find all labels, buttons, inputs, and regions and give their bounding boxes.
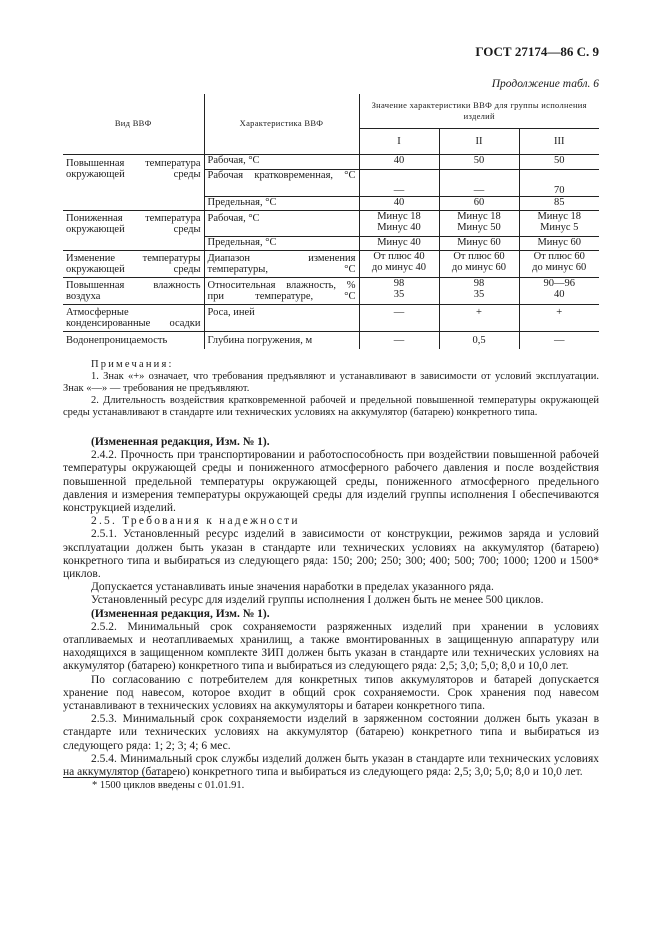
- row-factor: [63, 304, 204, 331]
- value-line: Минус 40: [377, 221, 421, 233]
- paragraph-2-4-2: 2.4.2. Прочность при транспортировании и работоспособность при воздействии повышенной рабочей температуры окружающей среды и пониженного атмосферного рабочего давления и после воздействия повышенной предельной температуры окружающей среды, пониженного атмосферного предельного давления и измерения температуры окружающей среды для изделий группы исполнения I обеспечиваются конструкцией изделий.: [63, 449, 599, 515]
- value-line: Минус 18: [377, 210, 421, 222]
- cell-value: —: [439, 169, 519, 196]
- page-header: ГОСТ 27174—86 С. 9: [475, 44, 599, 59]
- table-notes: [63, 359, 599, 419]
- amendment-note: (Измененная редакция, Изм. № 1).: [91, 607, 270, 620]
- value-line: 35: [393, 288, 405, 300]
- factor-text: Изменение температуры окружающей среды: [66, 252, 201, 275]
- row-characteristic: [204, 277, 359, 304]
- note-1: 1. Знак «+» означает, что требования предъявляют и устанавливают в зависимости от условий эксплуатации. Знак «—» — требования не предъявляют.: [63, 371, 599, 394]
- paragraph-2-5-1-c: Установленный ресурс для изделий группы исполнения I должен быть не менее 500 циклов.: [91, 594, 544, 607]
- value-line: Минус 18: [457, 210, 501, 222]
- cell-value: [439, 250, 519, 277]
- cell-value: —: [359, 169, 439, 196]
- cell-value: 0,5: [439, 331, 519, 349]
- characteristic-text: Относительная влажность, % при температуре, °С: [207, 279, 356, 302]
- row-characteristic: Рабочая, °С: [204, 154, 359, 169]
- row-factor: [63, 277, 204, 304]
- value-line: до минус 60: [532, 261, 587, 273]
- value-line: От плюс 60: [453, 250, 505, 262]
- characteristic-text: Диапазон изменения температуры, °С: [207, 252, 356, 275]
- cell-value: [359, 210, 439, 236]
- cell-value: [519, 277, 599, 304]
- footnote-divider: [63, 777, 173, 778]
- row-factor: [63, 250, 204, 277]
- cell-value: Минус 60: [519, 236, 599, 250]
- row-factor: Водонепроницаемость: [66, 334, 168, 346]
- paragraph-2-5-2-b: По согласованию с потребителем для конкретных типов аккумуляторов и батарей допускается хранение под навесом, которое входит в общий срок сохраняемости. Срок хранения под навесом устанавливают в технических условиях на аккумуляторы и батареи конкретного типа.: [63, 673, 599, 713]
- document-body: [63, 436, 599, 779]
- cell-value: 70: [519, 169, 599, 196]
- value-line: 40: [554, 288, 565, 300]
- cell-value: 40: [359, 154, 439, 169]
- cell-value: [359, 277, 439, 304]
- cell-value: [519, 250, 599, 277]
- cell-value: 40: [359, 196, 439, 210]
- characteristic-text: Рабочая кратковременная, °С: [207, 169, 356, 181]
- row-factor: [63, 154, 204, 210]
- cell-value: Минус 40: [359, 236, 439, 250]
- note-2: 2. Длительность воздействия кратковременной рабочей и предельной повышенной температуры окружающей среды устанавливают в стандарте или технических условиях на аккумулятор (батарею) конкретного типа.: [63, 395, 599, 418]
- cell-value: [519, 210, 599, 236]
- value-line: От плюс 40: [373, 250, 425, 262]
- row-characteristic: [204, 250, 359, 277]
- cell-value: 50: [439, 154, 519, 169]
- value-line: 35: [473, 288, 485, 300]
- cell-value: 60: [439, 196, 519, 210]
- row-characteristic: Предельная, °С: [204, 236, 359, 250]
- col-header-factor: Вид ВВФ: [63, 94, 204, 154]
- col-header-group: III: [519, 128, 599, 154]
- amendment-note: (Измененная редакция, Изм. № 1).: [91, 436, 270, 448]
- cell-value: 50: [519, 154, 599, 169]
- cell-value: —: [359, 331, 439, 349]
- value-line: 98: [393, 277, 405, 289]
- value-line: до минус 40: [371, 261, 427, 273]
- cell-value: +: [439, 304, 519, 331]
- section-heading-2-5: 2.5. Требования к надежности: [91, 515, 300, 528]
- factor-text: Повышенная температура окружающей среды: [66, 157, 201, 180]
- paragraph-2-5-2: 2.5.2. Минимальный срок сохраняемости разряженных изделий при хранении в условиях отапливаемых и неотапливаемых хранилищ, а также вмонтированных в защищенную аппаратуру или находящихся в защищенном комплекте ЗИП должен быть указан в стандарте или технических условиях на аккумулятор (батарею) конкретного типа и выбираться из следующего ряда: 2,5; 3,0; 5,0; 8,0 и 10,0 лет.: [63, 620, 599, 673]
- value-line: Минус 50: [457, 221, 501, 233]
- value-line: 98: [473, 277, 485, 289]
- row-factor: [63, 210, 204, 250]
- row-characteristic: Роса, иней: [204, 304, 359, 331]
- row-characteristic: Предельная, °С: [204, 196, 359, 210]
- col-header-characteristic: Характеристика ВВФ: [204, 94, 359, 154]
- value-line: 90—96: [543, 277, 575, 289]
- value-line: От плюс 60: [533, 250, 585, 262]
- value-line: Минус 5: [540, 221, 579, 233]
- notes-title: Примечания:: [91, 359, 174, 370]
- footnote: * 1500 циклов введены с 01.01.91.: [92, 780, 245, 791]
- paragraph-2-5-3: 2.5.3. Минимальный срок сохраняемости изделий в заряженном состоянии должен быть указан в стандарте или технических условиях на аккумулятор (батарею) конкретного типа и выбираться из следующего ряда: 1; 2; 3; 4; 6 мес.: [63, 713, 599, 752]
- row-characteristic: [204, 169, 359, 196]
- paragraph-2-5-1-b: Допускается устанавливать иные значения наработки в пределах указанного ряда.: [91, 581, 494, 594]
- row-characteristic: Рабочая, °С: [204, 210, 359, 236]
- cell-value: Минус 60: [439, 236, 519, 250]
- col-header-value: Значение характеристики ВВФ для группы исполнения изделий: [359, 94, 599, 128]
- cell-value: —: [359, 304, 439, 331]
- cell-value: [439, 277, 519, 304]
- climate-factors-table: [63, 94, 599, 349]
- col-header-group: II: [439, 128, 519, 154]
- cell-value: +: [519, 304, 599, 331]
- cell-value: 85: [519, 196, 599, 210]
- table-continuation-label: Продолжение табл. 6: [491, 78, 599, 90]
- paragraph-2-5-4: 2.5.4. Минимальный срок службы изделий должен быть указан в стандарте или технических условиях на аккумулятор (батарею) конкретного типа и выбираться из следующего ряда: 2,5; 3,0; 5,0; 8,0 и 10,0 лет.: [63, 752, 599, 779]
- row-characteristic: Глубина погружения, м: [204, 331, 359, 349]
- col-header-group: I: [359, 128, 439, 154]
- value-line: до минус 60: [451, 261, 507, 273]
- paragraph-2-5-1: 2.5.1. Установленный ресурс изделий в зависимости от конструкции, режимов заряда и условий эксплуатации должен быть указан в стандарте или технических условиях на аккумулятор (батарею) конкретного типа и выбираться из следующего ряда: 150; 200; 250; 300; 400; 500; 700; 1000; 1200 и 1500* циклов.: [63, 528, 599, 581]
- cell-value: [439, 210, 519, 236]
- factor-text: Пониженная температура окружающей среды: [66, 212, 201, 235]
- cell-value: —: [519, 331, 599, 349]
- factor-text: Повышенная влажность воздуха: [66, 279, 201, 302]
- cell-value: [359, 250, 439, 277]
- value-line: Минус 18: [537, 210, 582, 222]
- factor-text: Атмосферные конденсированные осадки: [66, 306, 201, 329]
